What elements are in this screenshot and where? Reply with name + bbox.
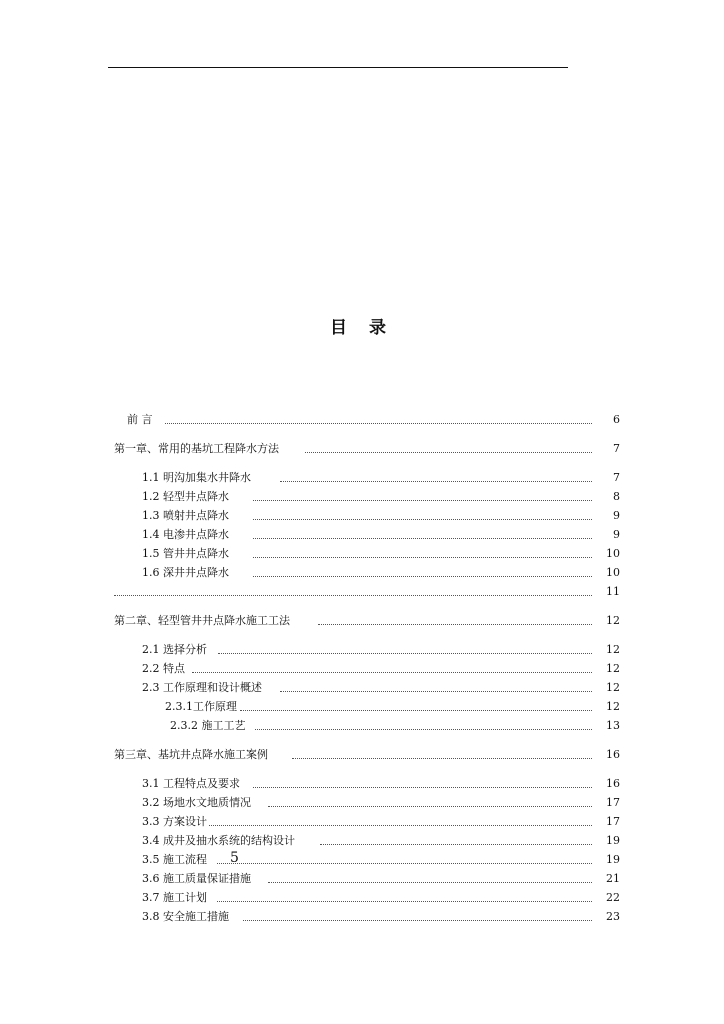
toc-leader bbox=[253, 557, 592, 558]
toc-entry-label: 2.3.2 施工工艺 bbox=[170, 717, 248, 735]
toc-entry-page: 17 bbox=[606, 796, 620, 809]
toc-entry-page: 12 bbox=[606, 700, 620, 713]
toc-entry-page: 13 bbox=[606, 719, 620, 732]
toc-entry[interactable] bbox=[142, 870, 620, 888]
toc-leader bbox=[253, 576, 592, 577]
toc-entry[interactable] bbox=[114, 583, 620, 601]
toc-entry-label: 3.6 施工质量保证措施 bbox=[142, 870, 253, 888]
toc-entry-label: 第一章、常用的基坑工程降水方法 bbox=[114, 440, 281, 458]
toc-leader bbox=[218, 653, 592, 654]
toc-entry[interactable] bbox=[114, 612, 620, 630]
toc-entry-label: 3.2 场地水文地质情况 bbox=[142, 794, 253, 812]
toc-entry-label: 2.3 工作原理和设计概述 bbox=[142, 679, 264, 697]
toc-leader bbox=[165, 423, 592, 424]
toc-entry[interactable] bbox=[142, 813, 620, 831]
toc-entry[interactable] bbox=[142, 469, 620, 487]
toc-entry-label: 3.3 方案设计 bbox=[142, 813, 209, 831]
toc-entry-label: 1.4 电渗井点降水 bbox=[142, 526, 231, 544]
toc-entry-page: 12 bbox=[606, 643, 620, 656]
toc-leader bbox=[253, 538, 592, 539]
toc-leader bbox=[305, 452, 592, 453]
toc-entry-page: 19 bbox=[606, 853, 620, 866]
toc-leader bbox=[255, 729, 592, 730]
toc-entry[interactable] bbox=[142, 851, 620, 869]
toc-leader bbox=[114, 595, 592, 596]
toc-entry[interactable] bbox=[142, 545, 620, 563]
toc-leader bbox=[253, 519, 592, 520]
toc-entry[interactable] bbox=[142, 641, 620, 659]
toc-entry-label: 2.3.1工作原理 bbox=[165, 698, 239, 716]
toc-leader bbox=[253, 500, 592, 501]
toc-leader bbox=[268, 882, 592, 883]
toc-leader bbox=[253, 787, 592, 788]
toc-entry-label: 第二章、轻型管井井点降水施工工法 bbox=[114, 612, 292, 630]
toc-entry-page: 12 bbox=[606, 662, 620, 675]
toc-entry-label: 3.4 成井及抽水系统的结构设计 bbox=[142, 832, 297, 850]
toc-entry-page: 7 bbox=[613, 442, 620, 455]
toc-entry-label: 第三章、基坑井点降水施工案例 bbox=[114, 746, 270, 764]
toc-leader bbox=[217, 901, 592, 902]
toc-entry[interactable] bbox=[142, 908, 620, 926]
toc-leader bbox=[217, 863, 592, 864]
toc-entry-label: 3.8 安全施工措施 bbox=[142, 908, 231, 926]
toc-entry-page: 12 bbox=[606, 681, 620, 694]
toc-entry-page: 8 bbox=[613, 490, 620, 503]
toc-entry-label: 3.5 施工流程 bbox=[142, 851, 209, 869]
toc-entry-label: 1.2 轻型井点降水 bbox=[142, 488, 231, 506]
page-title: 目 录 bbox=[330, 318, 394, 338]
toc-entry-page: 16 bbox=[606, 748, 620, 761]
toc-entry-label: 1.5 管井井点降水 bbox=[142, 545, 231, 563]
toc-entry[interactable] bbox=[170, 717, 620, 735]
toc-entry-label: 前 言 bbox=[127, 411, 155, 429]
toc-leader bbox=[320, 844, 592, 845]
toc-entry-page: 11 bbox=[606, 585, 620, 598]
toc-leader bbox=[243, 920, 592, 921]
toc-entry[interactable] bbox=[142, 832, 620, 850]
toc-entry-label: 1.3 喷射井点降水 bbox=[142, 507, 231, 525]
toc-entry-page: 7 bbox=[613, 471, 620, 484]
toc-entry[interactable] bbox=[142, 564, 620, 582]
toc-entry-label: 1.6 深井井点降水 bbox=[142, 564, 231, 582]
toc-entry-page: 9 bbox=[613, 528, 620, 541]
toc-leader bbox=[292, 758, 592, 759]
toc-leader bbox=[318, 624, 592, 625]
toc-entry-page: 12 bbox=[606, 614, 620, 627]
toc-entry[interactable] bbox=[142, 507, 620, 525]
toc-entry-label: 3.1 工程特点及要求 bbox=[142, 775, 242, 793]
toc-entry[interactable] bbox=[142, 660, 620, 678]
toc-leader bbox=[192, 672, 592, 673]
toc-leader bbox=[280, 481, 592, 482]
toc-entry-page: 6 bbox=[613, 413, 620, 426]
toc-entry[interactable] bbox=[165, 698, 620, 716]
toc-entry-page: 10 bbox=[606, 547, 620, 560]
toc-entry[interactable] bbox=[142, 526, 620, 544]
toc-leader bbox=[240, 710, 592, 711]
toc-entry[interactable] bbox=[142, 488, 620, 506]
toc-entry-label: 2.1 选择分析 bbox=[142, 641, 209, 659]
toc-entry-page: 9 bbox=[613, 509, 620, 522]
toc-entry-label: 3.7 施工计划 bbox=[142, 889, 209, 907]
toc-entry[interactable] bbox=[142, 794, 620, 812]
toc-entry-page: 19 bbox=[606, 834, 620, 847]
toc-entry-page: 16 bbox=[606, 777, 620, 790]
toc-entry-page: 21 bbox=[606, 872, 620, 885]
toc-entry[interactable] bbox=[114, 746, 620, 764]
toc-leader bbox=[205, 825, 592, 826]
toc-entry[interactable] bbox=[142, 889, 620, 907]
toc-entry-label: 1.1 明沟加集水井降水 bbox=[142, 469, 253, 487]
toc-entry-page: 17 bbox=[606, 815, 620, 828]
toc-entry-label: 2.2 特点 bbox=[142, 660, 187, 678]
toc-entry-page: 10 bbox=[606, 566, 620, 579]
toc-entry[interactable] bbox=[114, 440, 620, 458]
toc-leader bbox=[280, 691, 592, 692]
toc-entry[interactable] bbox=[127, 411, 620, 429]
toc-entry-page: 22 bbox=[606, 891, 620, 904]
toc-entry[interactable] bbox=[142, 679, 620, 697]
toc-entry[interactable] bbox=[142, 775, 620, 793]
toc-leader bbox=[268, 806, 592, 807]
toc-entry-page: 23 bbox=[606, 910, 620, 923]
page-number: 5 bbox=[230, 850, 239, 866]
